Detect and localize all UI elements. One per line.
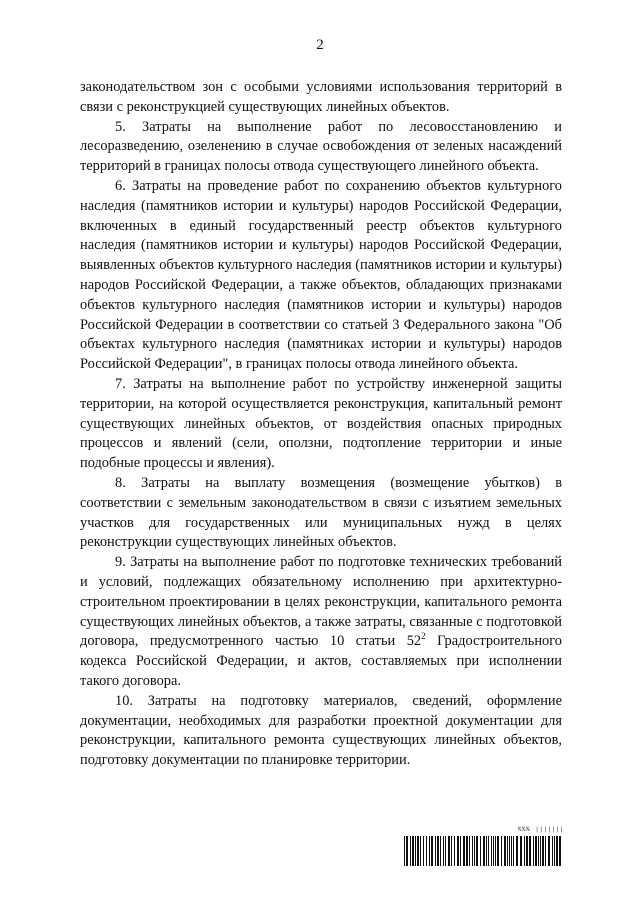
paragraph-continuation: законодательством зон с особыми условиями использования территорий в связи с реконструкцией существующих линейных объектов. — [80, 79, 562, 115]
paragraph-item-6: 6. Затраты на проведение работ по сохранению объектов культурного наследия (памятников истории и культуры) народов Российской Федерации, включенных в единый государственный реестр объектов культурного наследия (памятников истории и культуры) народов Российской Федерации, выявленных объектов культурного наследия (памятников истории и культуры) народов Российской Федерации, а также объектов, обладающих признаками объектов культурного наследия (памятников истории и культуры) народов Российской Федерации в соответствии со статьей 3 Федерального закона "Об объектах культурного наследия (памятниках истории и культуры) народов Российской Федерации", в границах полосы отвода линейного объекта. — [80, 177, 562, 373]
item-9-text-end: Градостроительного кодекса Российской Федерации, и актов, составляемых при исполнении такого договора. — [80, 633, 562, 689]
page-number: 2 — [316, 37, 324, 53]
paragraph-item-7: 7. Затраты на выполнение работ по устройству инженерной защиты территории, на которой осуществляется реконструкция, капитальный ремонт существующих линейных объектов, от воздействия опасных природных процессов и явлений (сели, оползни, подтопление территории и иные подобные процессы и явления). — [80, 375, 562, 472]
article-superscript: 2 — [421, 630, 426, 641]
paragraph-item-9 — [80, 553, 562, 692]
paragraph-item-10: 10. Затраты на подготовку материалов, сведений, оформление документации, необходимых для разработки проектной документации для реконструкции, капитального ремонта существующих линейных объектов, подготовку документации по планировке территории. — [80, 692, 562, 769]
barcode-caption: %%% ||||||| — [517, 826, 564, 833]
document-body — [80, 78, 562, 771]
paragraph-item-5: 5. Затраты на выполнение работ по лесовосстановлению и лесоразведению, озеленению в случае освобождения от зеленых насаждений территорий в границах полосы отвода существующего линейного объекта. — [80, 118, 562, 175]
barcode-icon — [404, 836, 564, 866]
barcode-block — [404, 826, 564, 868]
item-9-text-start: 9. Затраты на выполнение работ по подготовке технических требований и условий, подлежащих обязательному исполнению при архитектурно-строительном проектировании в целях реконструкции, капитального ремонта существующих линейных объектов, а также затраты, связанные с подготовкой договора, предусмотренного частью 10 статьи 52 — [80, 554, 562, 650]
paragraph-item-8: 8. Затраты на выплату возмещения (возмещение убытков) в соответствии с земельным законодательством в связи с изъятием земельных участков для государственных или муниципальных нужд в целях реконструкции существующих линейных объектов. — [80, 474, 562, 551]
